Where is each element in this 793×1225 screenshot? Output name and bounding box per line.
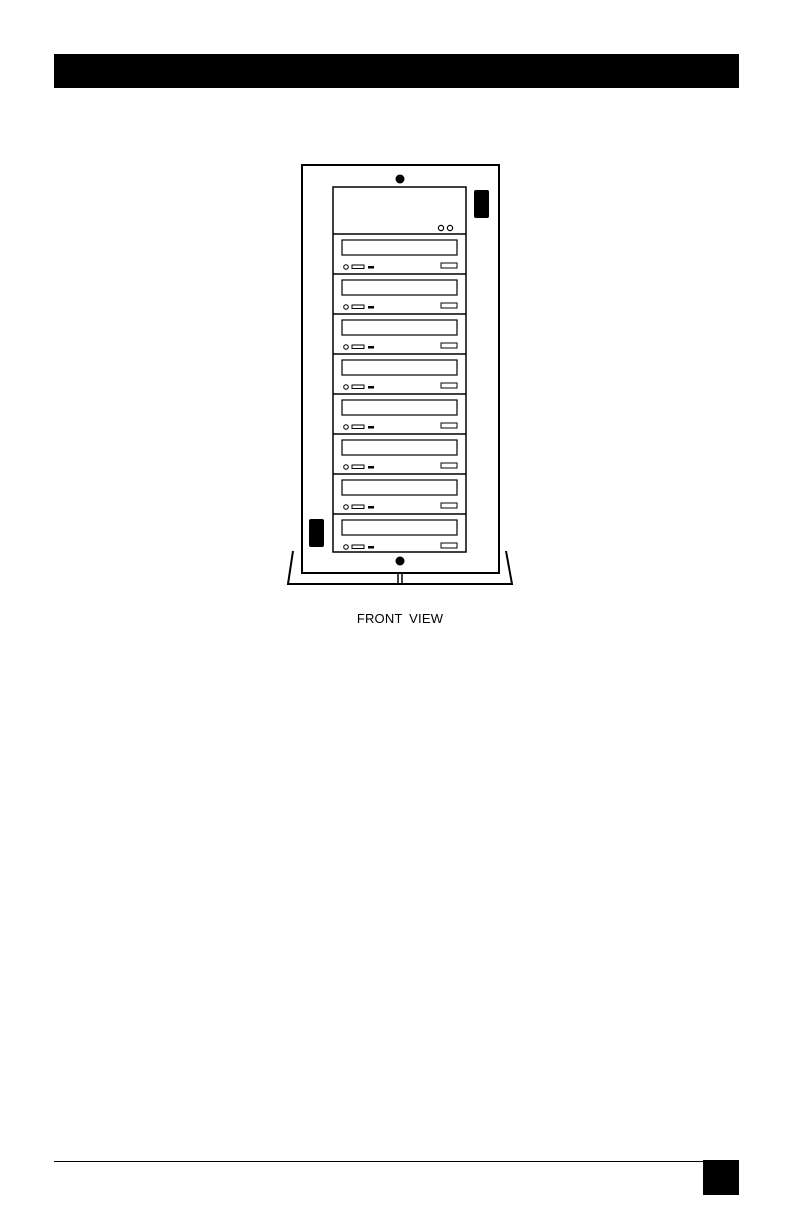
figure-caption: FRONT VIEW xyxy=(356,611,444,626)
drive-eject xyxy=(441,263,457,268)
right-handle xyxy=(474,190,489,218)
drive-slot xyxy=(342,440,457,455)
power-led xyxy=(438,225,443,230)
drive-button xyxy=(352,305,364,309)
left-handle xyxy=(309,519,324,547)
drive-button xyxy=(352,385,364,389)
drive-indicator xyxy=(368,466,374,469)
drive-slot xyxy=(342,240,457,255)
drive-eject xyxy=(441,423,457,428)
bottom-screw xyxy=(396,557,405,566)
drive-led xyxy=(344,265,349,270)
drive-eject xyxy=(441,503,457,508)
drive-button xyxy=(352,505,364,509)
drive-led xyxy=(344,385,349,390)
drive-button xyxy=(352,265,364,269)
drive-indicator xyxy=(368,506,374,509)
drive-button xyxy=(352,425,364,429)
drive-led xyxy=(344,305,349,310)
drive-led xyxy=(344,465,349,470)
top-screw xyxy=(396,175,405,184)
drive-eject xyxy=(441,303,457,308)
drive-indicator xyxy=(368,386,374,389)
drive-eject xyxy=(441,383,457,388)
drive-indicator xyxy=(368,426,374,429)
footer-rule xyxy=(54,1161,739,1162)
drive-slot xyxy=(342,360,457,375)
status-led xyxy=(447,225,452,230)
drive-slot xyxy=(342,480,457,495)
drive-led xyxy=(344,425,349,430)
drive-slot xyxy=(342,320,457,335)
drive-indicator xyxy=(368,346,374,349)
drive-led xyxy=(344,345,349,350)
drive-button xyxy=(352,545,364,549)
drive-indicator xyxy=(368,266,374,269)
drive-slot xyxy=(342,400,457,415)
page-number-box xyxy=(703,1160,739,1195)
drive-eject xyxy=(441,343,457,348)
drive-led xyxy=(344,505,349,510)
drive-led xyxy=(344,545,349,550)
drive-slot xyxy=(342,280,457,295)
drive-slot xyxy=(342,520,457,535)
drive-indicator xyxy=(368,306,374,309)
drive-button xyxy=(352,345,364,349)
drive-button xyxy=(352,465,364,469)
drive-eject xyxy=(441,543,457,548)
drive-eject xyxy=(441,463,457,468)
drive-indicator xyxy=(368,546,374,549)
